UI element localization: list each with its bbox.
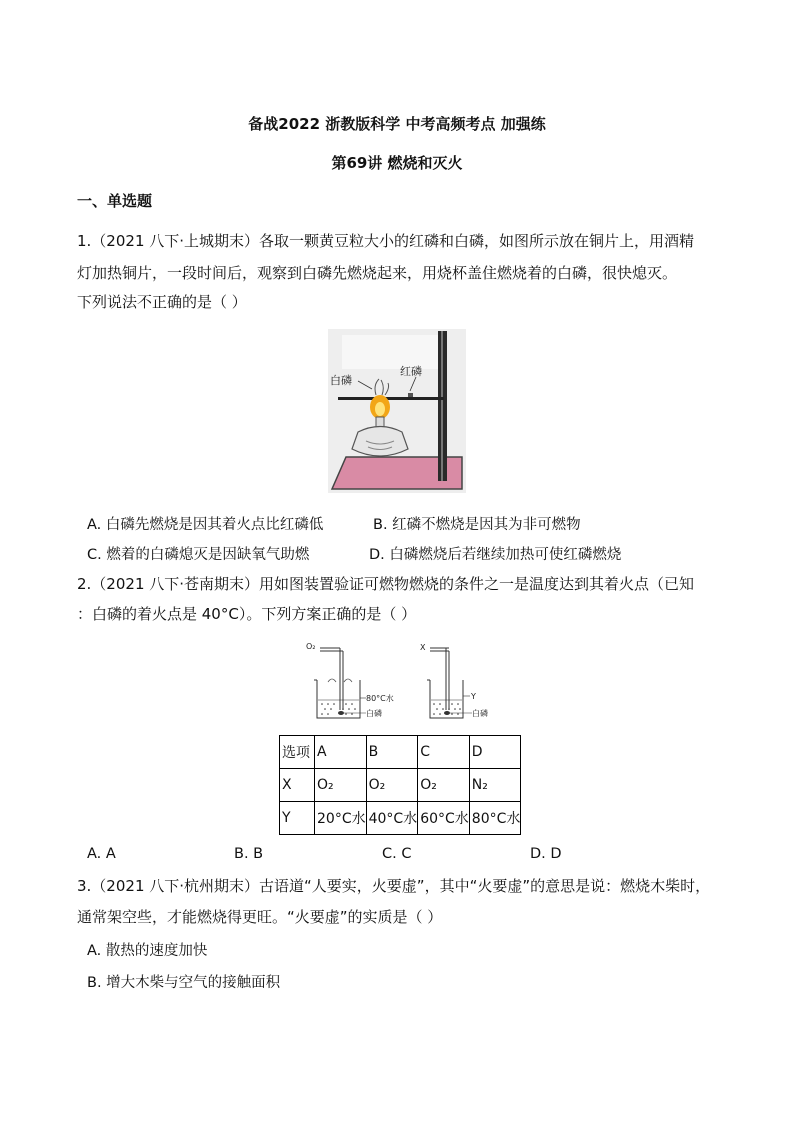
table-cell: 40°C水: [366, 802, 418, 835]
q2-option-b[interactable]: B. B: [234, 846, 264, 862]
q1-option-c[interactable]: C. 燃着的白磷熄灭是因缺氧气助燃: [87, 547, 310, 563]
q2-line-2: ：白磷的着火点是 40°C）。下列方案正确的是（ ）: [77, 605, 417, 623]
table-row: [280, 802, 521, 835]
label-80c-water: 80°C水: [366, 694, 394, 703]
document-title: 备战2022 浙教版科学 中考高频考点 加强练: [248, 115, 546, 133]
q2-option-c[interactable]: C. C: [382, 846, 412, 862]
table-cell: O₂: [418, 769, 470, 802]
label-white-phosphorus-2: 白磷: [472, 709, 488, 718]
q2-line-1: 2.（2021 八下·苍南期末）用如图装置验证可燃物燃烧的条件之一是温度达到其着火点（已知: [77, 575, 695, 593]
label-white-phosphorus: 白磷: [330, 374, 352, 387]
table-cell: 60°C水: [418, 802, 470, 835]
table-cell: Y: [280, 802, 315, 835]
label-white-phosphorus-1: 白磷: [366, 709, 382, 718]
table-cell: D: [469, 736, 521, 769]
table-cell: A: [315, 736, 367, 769]
q1-option-a[interactable]: A. 白磷先燃烧是因其着火点比红磷低: [87, 517, 324, 533]
table-cell: 选项: [280, 736, 315, 769]
q3-line-1: 3.（2021 八下·杭州期末）古语道“人要实，火要虚”，其中“火要虚”的意思是说：燃烧木柴时，: [77, 877, 711, 895]
table-cell: 20°C水: [315, 802, 367, 835]
table-cell: 80°C水: [469, 802, 521, 835]
q2-figure: [300, 638, 500, 722]
q2-option-d[interactable]: D. D: [530, 846, 562, 862]
q1-option-b[interactable]: B. 红磷不燃烧是因其为非可燃物: [373, 517, 581, 533]
lesson-title: 第69讲 燃烧和灭火: [331, 154, 463, 172]
q3-option-a[interactable]: A. 散热的速度加快: [87, 943, 208, 959]
table-cell: X: [280, 769, 315, 802]
q1-figure: [328, 329, 466, 493]
q2-option-a[interactable]: A. A: [87, 846, 116, 862]
table-cell: N₂: [469, 769, 521, 802]
table-cell: C: [418, 736, 470, 769]
table-cell: O₂: [315, 769, 367, 802]
q1-line-3: 下列说法不正确的是（ ）: [77, 293, 247, 311]
alcohol-lamp-illustration: [328, 329, 466, 493]
table-cell: O₂: [366, 769, 418, 802]
q3-line-2: 通常架空些，才能燃烧得更旺。“火要虚”的实质是（ ）: [77, 908, 443, 926]
table-row: [280, 736, 521, 769]
beaker-apparatus-illustration: [300, 638, 500, 722]
label-red-phosphorus: 红磷: [400, 365, 422, 378]
label-o2: O₂: [306, 642, 316, 651]
table-row: [280, 769, 521, 802]
q3-option-b[interactable]: B. 增大木柴与空气的接触面积: [87, 975, 281, 991]
q1-line-2: 灯加热铜片，一段时间后，观察到白磷先燃烧起来，用烧杯盖住燃烧着的白磷，很快熄灭。: [77, 264, 678, 282]
q1-line-1: 1.（2021 八下·上城期末）各取一颗黄豆粒大小的红磷和白磷，如图所示放在铜片上，用酒精: [77, 232, 695, 250]
q1-option-d[interactable]: D. 白磷燃烧后若继续加热可使红磷燃烧: [369, 547, 622, 563]
q2-options-table: [279, 735, 521, 835]
table-cell: B: [366, 736, 418, 769]
label-x: X: [420, 643, 426, 652]
label-y: Y: [471, 692, 476, 701]
section-heading: 一、单选题: [77, 192, 153, 210]
